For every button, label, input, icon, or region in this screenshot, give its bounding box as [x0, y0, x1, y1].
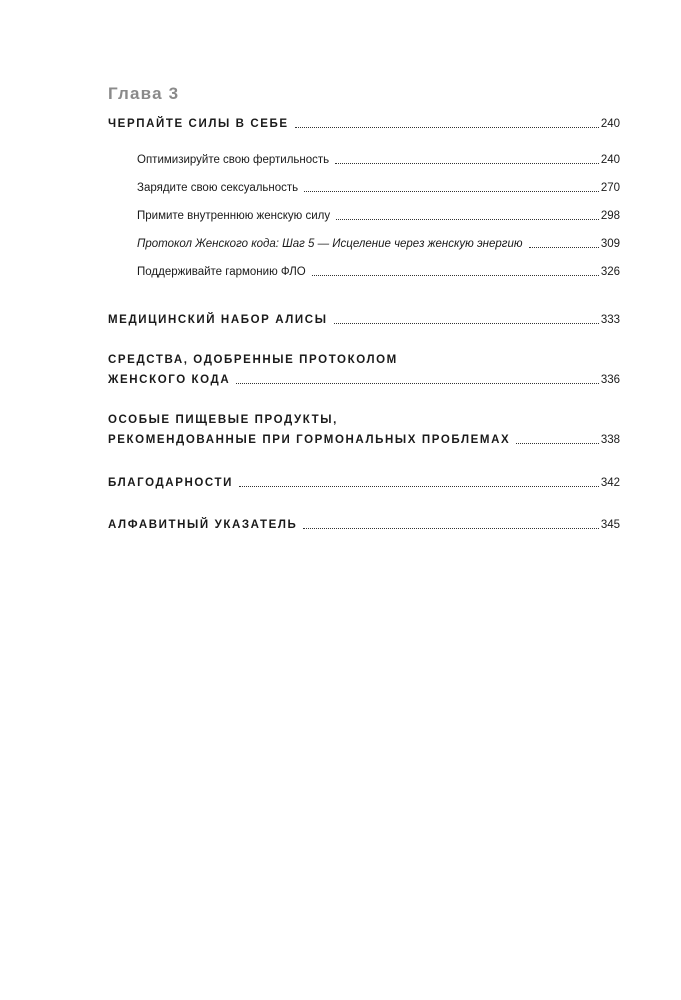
toc-entry-title: ЧЕРПАЙТЕ СИЛЫ В СЕБЕ — [108, 118, 289, 130]
toc-page-number: 270 — [600, 182, 620, 194]
toc-entry-title: Поддерживайте гармонию ФЛО — [137, 266, 306, 278]
toc-page-number: 309 — [600, 238, 620, 250]
chapter-label: Глава 3 — [108, 84, 180, 103]
toc-entry-title: Оптимизируйте свою фертильность — [137, 154, 330, 166]
toc-entry-title: МЕДИЦИНСКИЙ НАБОР АЛИСЫ — [108, 314, 328, 326]
leader-dots — [335, 162, 599, 164]
toc-entry-title: Протокол Женского кода: Шаг 5 — Исцеление через женскую энергию — [137, 238, 523, 250]
toc-page-number: 345 — [600, 519, 620, 531]
leader-dots — [303, 527, 598, 529]
toc-entry-title: Зарядите свою сексуальность — [137, 182, 299, 194]
toc-subentry[interactable] — [137, 153, 620, 167]
toc-entry-title: БЛАГОДАРНОСТИ — [108, 477, 234, 489]
toc-page-number: 338 — [600, 434, 620, 446]
toc-page-number: 240 — [600, 154, 620, 166]
toc-page-number: 336 — [600, 374, 620, 386]
toc-subentry[interactable] — [137, 181, 620, 195]
toc-entry-approved-remedies[interactable] — [108, 373, 620, 387]
leader-dots — [304, 190, 599, 192]
toc-entry-title: Примите внутреннюю женскую силу — [137, 210, 331, 222]
toc-entry-medical-kit[interactable] — [108, 313, 620, 327]
toc-entry-index[interactable] — [108, 518, 620, 532]
toc-entry-title-line2: РЕКОМЕНДОВАННЫЕ ПРИ ГОРМОНАЛЬНЫХ ПРОБЛЕМАХ — [108, 434, 511, 446]
toc-entry-special-foods[interactable] — [108, 433, 620, 447]
toc-subentry[interactable] — [137, 209, 620, 223]
leader-dots — [334, 322, 599, 324]
leader-dots — [312, 274, 599, 276]
toc-page-number: 298 — [600, 210, 620, 222]
toc-page-number: 326 — [600, 266, 620, 278]
toc-page-number: 240 — [600, 118, 620, 130]
toc-entry-title: АЛФАВИТНЫЙ УКАЗАТЕЛЬ — [108, 519, 298, 531]
leader-dots — [239, 485, 599, 487]
toc-entry-title-line1: СРЕДСТВА, ОДОБРЕННЫЕ ПРОТОКОЛОМ — [108, 354, 398, 366]
toc-entry-title-line2: ЖЕНСКОГО КОДА — [108, 374, 231, 386]
leader-dots — [236, 382, 599, 384]
toc-subentry[interactable] — [137, 237, 620, 251]
leader-dots — [516, 442, 599, 444]
toc-entry-chapter-title[interactable] — [108, 117, 620, 131]
toc-page-number: 342 — [600, 477, 620, 489]
toc-page-number: 333 — [600, 314, 620, 326]
toc-entry-title-line1: ОСОБЫЕ ПИЩЕВЫЕ ПРОДУКТЫ, — [108, 414, 338, 426]
leader-dots — [295, 126, 599, 128]
toc-subentry[interactable] — [137, 265, 620, 279]
leader-dots — [336, 218, 599, 220]
leader-dots — [529, 246, 599, 248]
toc-entry-acknowledgments[interactable] — [108, 476, 620, 490]
